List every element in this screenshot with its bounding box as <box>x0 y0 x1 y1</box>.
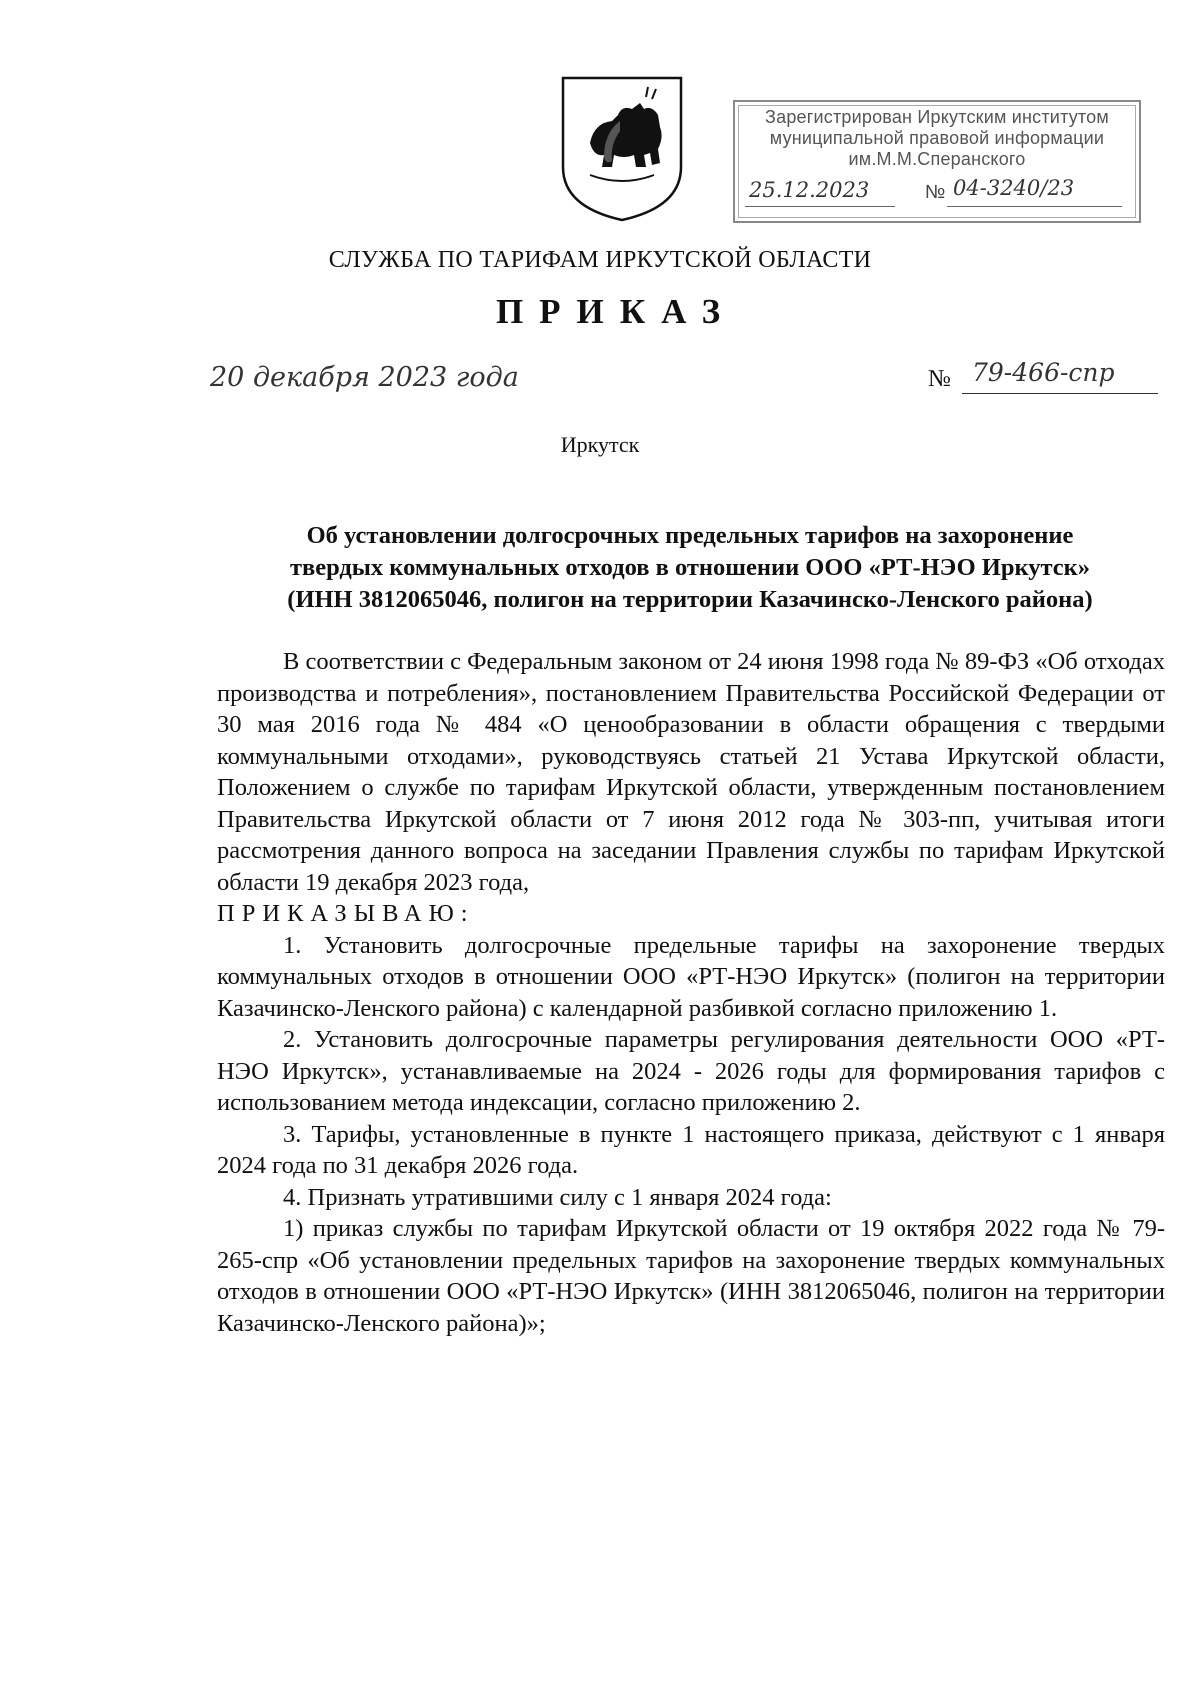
item-4-subitem-1: 1) приказ службы по тарифам Иркутской области от 19 октября 2022 года № 79-265-спр «Об установлении предельных тарифов на захоронение твердых коммунальных отходов в отношении ООО «РТ-НЭО Иркутск» (ИНН 3812065046, полигон на территории Казачинско-Ленского района)»; <box>217 1215 1165 1337</box>
stamp-number-label: № <box>925 182 946 203</box>
stamp-reg-number: 04-3240/23 <box>953 176 1075 200</box>
document-title <box>210 520 1170 616</box>
order-number-underline <box>962 393 1158 394</box>
registration-stamp <box>733 100 1141 223</box>
item-2: 2. Установить долгосрочные параметры регулирования деятельности ООО «РТ-НЭО Иркутск», устанавливаемые на 2024 - 2026 годы для формирования тарифов с использованием метода индексации, согласно приложению 2. <box>217 1026 1165 1116</box>
order-number: 79-466-спр <box>972 358 1115 387</box>
city: Иркутск <box>560 432 640 457</box>
item-1: 1. Установить долгосрочные предельные тарифы на захоронение твердых коммунальных отходов в отношении ООО «РТ-НЭО Иркутск» (полигон на территории Казачинско-Ленского района) с календарной разбивкой согласно приложению 1. <box>217 931 1165 1022</box>
preamble-paragraph: В соответствии с Федеральным законом от 24 июня 1998 года № 89-ФЗ «Об отходах производства и потребления», постановлением Правительства Российской Федерации от 30 мая 2016 года № 484 «О ценообразовании в области обращения с твердыми коммунальными отходами», руководствуясь статьей 21 Устава Иркутской области, Положением о службе по тарифам Иркутской области, утвержденным постановлением Правительства Иркутской области от 7 июня 2012 года № 303-пп, учитывая итоги рассмотрения данного вопроса на заседании Правления службы по тарифам Иркутской области 19 декабря 2023 года, <box>217 648 1165 896</box>
order-date: 20 декабря 2023 года <box>210 362 519 393</box>
stamp-line-3: им.М.М.Сперанского <box>848 149 1026 169</box>
item-4: 4. Признать утратившими силу с 1 января 2024 года: <box>283 1183 832 1211</box>
title-line-3: (ИНН 3812065046, полигон на территории Казачинско-Ленского района) <box>287 586 1093 613</box>
title-line-1: Об установлении долгосрочных предельных тарифов на захоронение <box>306 522 1074 549</box>
order-word: ПРИКАЗЫВАЮ: <box>217 900 475 927</box>
document-body <box>217 646 1165 1339</box>
order-number-label: № <box>928 366 951 392</box>
item-3: 3. Тарифы, установленные в пункте 1 настоящего приказа, действуют с 1 января 2024 года по 31 декабря 2026 года. <box>217 1120 1165 1179</box>
title-line-2: твердых коммунальных отходов в отношении ООО «РТ-НЭО Иркутск» <box>289 554 1091 581</box>
irkutsk-coat-of-arms-icon <box>560 75 684 223</box>
document-type: ПРИКАЗ <box>495 292 737 331</box>
stamp-line-2: муниципальной правовой информации <box>769 128 1105 148</box>
stamp-reg-date: 25.12.2023 <box>749 178 870 202</box>
agency-name: СЛУЖБА ПО ТАРИФАМ ИРКУТСКОЙ ОБЛАСТИ <box>328 247 872 273</box>
stamp-line-1: Зарегистрирован Иркутским институтом <box>765 107 1109 127</box>
